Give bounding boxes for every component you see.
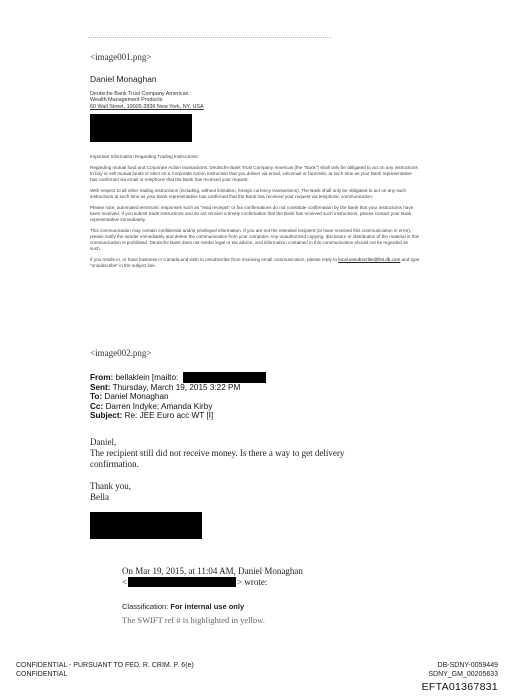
footer-confidential: CONFIDENTIAL [16, 671, 68, 678]
footer-doc-id: SDNY_GM_00205633 [428, 671, 498, 678]
classification-value: For internal use only [170, 602, 245, 611]
sent-label: Sent: [90, 382, 111, 392]
sender-division: Wealth Management Products [90, 97, 163, 104]
unsubscribe-tail: and type "unsubscribe" in the subject line. [90, 257, 420, 268]
redaction-box [183, 372, 266, 383]
sender-street: 60 Wall Street, 10005-2836 New York, NY, USA [90, 103, 204, 110]
image001-placeholder: <image001.png> [90, 52, 152, 62]
cc-label: Cc: [90, 401, 104, 411]
notice-paragraph: With respect to all other trading instructions (including, without limitation, foreign currency transactions), The Bank shall only be obligated to act on any such instructions at such time as your Bank representative has confirmed that the Bank has received your request via telephonic communication. [90, 188, 407, 199]
message-closing: Thank you, [90, 481, 131, 491]
sender-name: Daniel Monaghan [90, 74, 157, 84]
cc-value: Darren Indyke; Amanda Kirby [105, 401, 213, 411]
footer-left [16, 661, 194, 679]
redaction-box [128, 577, 236, 587]
notice-block [90, 154, 420, 269]
sent-value: Thursday, March 19, 2015 3:22 PM [112, 382, 241, 392]
cc-row [90, 402, 420, 412]
message-signature: Bella [90, 492, 109, 502]
to-value: Daniel Monaghan [104, 392, 169, 402]
footer-doc-id: DB-SDNY-0059449 [437, 662, 498, 669]
subject-row [90, 411, 420, 421]
footer-right [428, 661, 498, 679]
message-greeting: Daniel, [90, 437, 117, 447]
classification-label: Classification: [122, 602, 169, 611]
quoted-attribution: On Mar 19, 2015, at 11:04 AM, Daniel Monaghan [122, 566, 303, 576]
redaction-box [90, 114, 192, 142]
notice-paragraph: Please note, automated electronic responses such as "read receipts" or fax confirmations do not constitute confirmation by the Bank that your instructions have been received. If you submit trade instructions and do not receive a timely confirmation that the Bank has received such instructions, please contact your Bank representative immediately. [90, 205, 414, 222]
classification-row [122, 602, 244, 611]
top-divider [88, 37, 332, 38]
quoted-prefix: < [122, 577, 128, 587]
from-label: From: [90, 373, 114, 382]
unsubscribe-link[interactable]: local.unsubscribe@list.db.com [338, 257, 401, 262]
image002-placeholder: <image002.png> [90, 348, 152, 358]
message-line: The recipient still did not receive money. Is there a way to get delivery [90, 448, 345, 458]
bates-number: EFTA01367831 [421, 681, 498, 693]
to-label: To: [90, 392, 103, 402]
unsubscribe-text: If you reside in, or have business in Canada and wish to unsubscribe from receiving email communication, please reply to [90, 257, 337, 262]
sent-row [90, 383, 420, 393]
notice-unsubscribe [90, 257, 420, 269]
to-row [90, 392, 420, 402]
subject-label: Subject: [90, 411, 123, 421]
footer-confidential-rule: CONFIDENTIAL - PURSUANT TO FED. R. CRIM. P. 6(e) [16, 662, 194, 669]
sender-address-block [90, 91, 340, 110]
redaction-box [90, 512, 202, 539]
message-body [90, 437, 430, 503]
sender-company: Deutsche Bank Trust Company Americas [90, 91, 189, 97]
quoted-wrote: > wrote: [237, 577, 268, 587]
notice-paragraph: Regarding mutual fund and Corporate Action transactions: Deutsche Bank Trust Company Americas (the "Bank") shall only be obligated to act on any instructions to buy or sell mutual funds or elect on a Corporate Action instruction that you deliver via email, voicemail or facsimile, at such time as your Bank representative has confirmed via email or telephone that the Bank has received your request. [90, 165, 418, 182]
notice-paragraph: This communication may contain confidential and/or privileged information. If you are not the intended recipient (or have received this communication in error), please notify the sender immediately and delete the communication from your computer. Any unauthorized copying, disclosure or distribution of the material in this communication is prohibited. Deutsche Bank does not render legal or tax advice, and information contained in this communication should not be regarded as such. [90, 228, 419, 251]
notice-heading: Important Information Regarding Trading Instructions: [90, 154, 199, 159]
swift-note: The SWIFT ref # is highlighted in yellow. [122, 615, 265, 625]
from-value: bellaklein [mailto: [115, 373, 179, 382]
message-line: confirmation. [90, 459, 139, 469]
subject-value: Re: JEE Euro acc WT [I] [124, 411, 214, 421]
